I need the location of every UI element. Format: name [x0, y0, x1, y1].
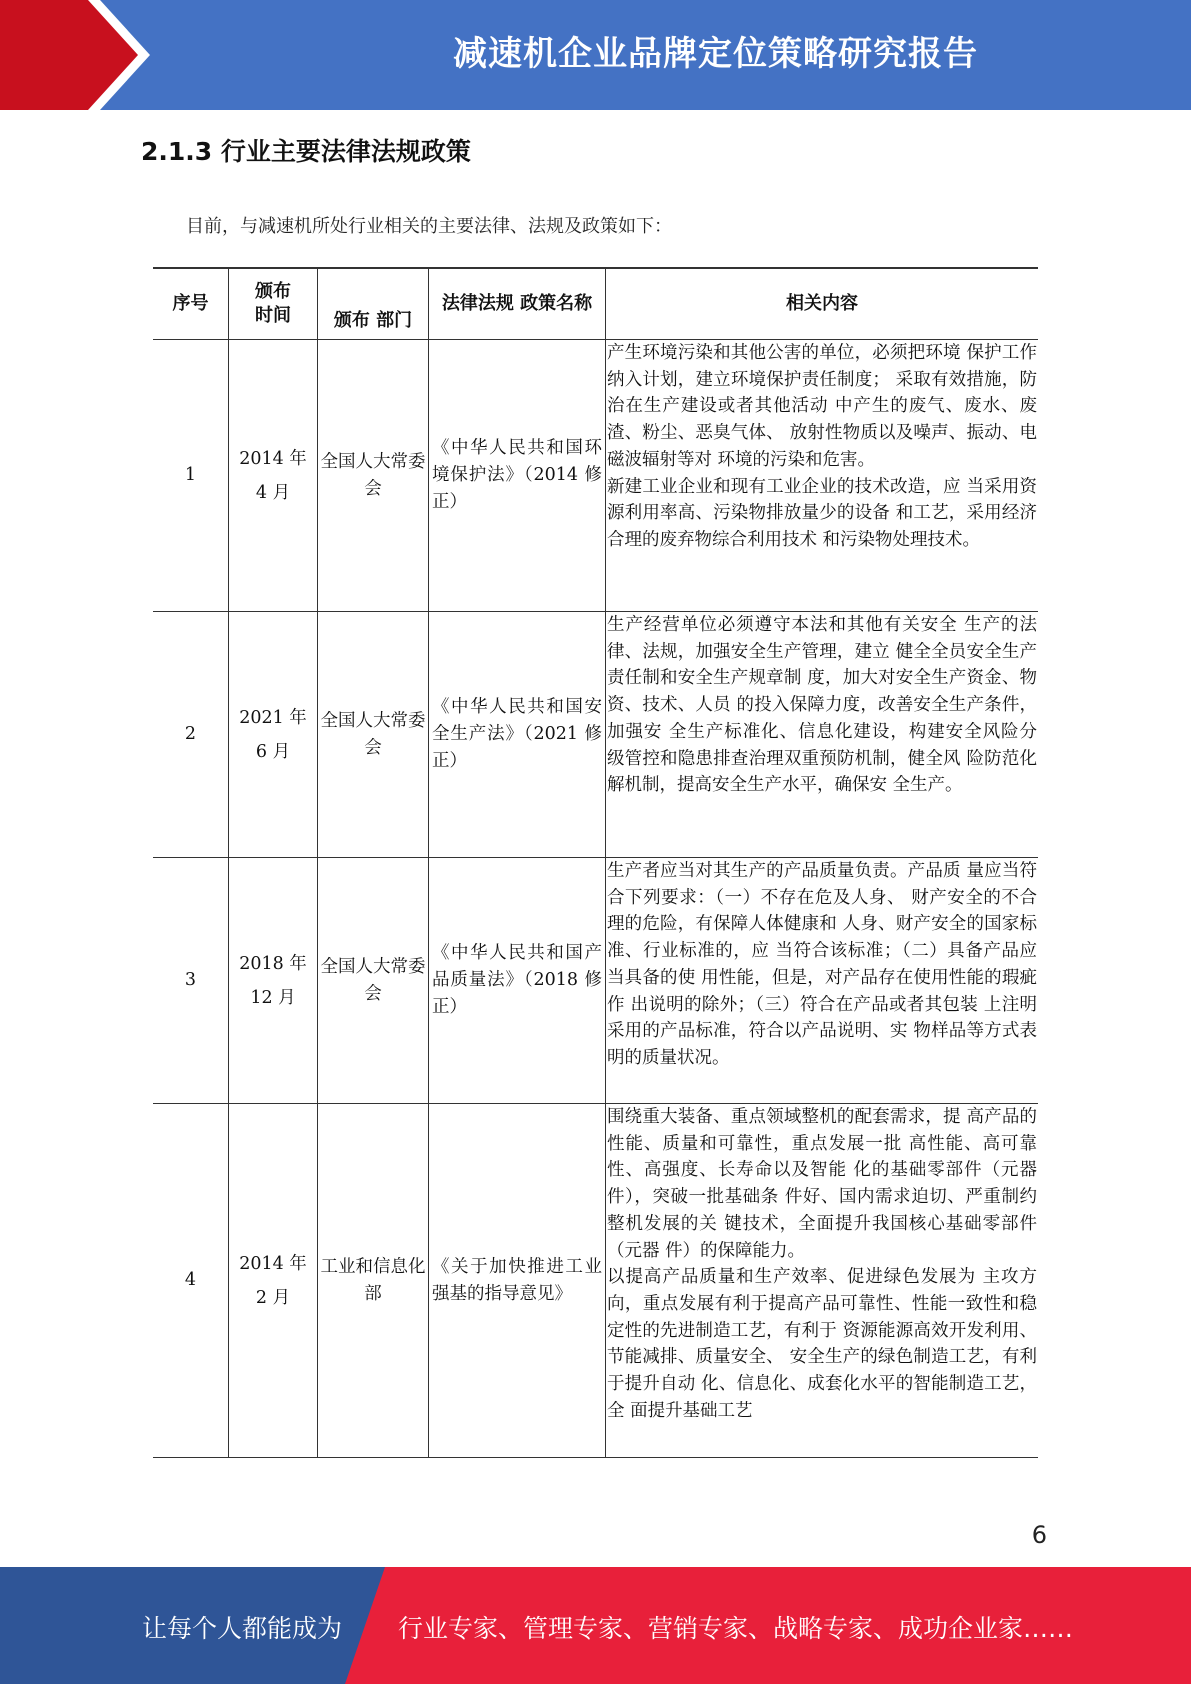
- row-dept: 工业和信息化部: [318, 1104, 429, 1458]
- row-law-name: 《中华人民共和国环境保护法》（2014 修正）: [429, 340, 606, 612]
- header-content: 相关内容: [606, 268, 1039, 340]
- footer-slogan-right: 行业专家、管理专家、营销专家、战略专家、成功企业家……: [398, 1614, 1074, 1643]
- row-content-paragraph: 生产经营单位必须遵守本法和其他有关安全 生产的法律、法规，加强安全生产管理，建立 健全全员安全生产责任制和安全生产规章制 度，加大对安全生产资金、物资、技术、人员 的投入保障力度，改善安全生产条件，加强安 全生产标准化、信息化建设，构建安全风险分 级管控和隐患排查治理双重预防机制，健全风 险防范化解机制，提高安全生产水平，确保安 全生产。: [607, 615, 1037, 796]
- row-date-year: 2021 年: [239, 707, 307, 728]
- header-date: [229, 268, 318, 340]
- header-dept-label: 颁布 部门: [333, 310, 413, 331]
- row-content: [606, 1104, 1039, 1458]
- header-chevron-decoration: [0, 0, 160, 110]
- row-dept: 全国人大常委会: [318, 858, 429, 1104]
- table-row: [153, 612, 1038, 858]
- row-law-name: 《关于加快推进工业强基的指导意见》: [429, 1104, 606, 1458]
- policy-table: [153, 267, 1038, 1458]
- header-date-line1: 颁布: [255, 281, 291, 302]
- table-row: [153, 858, 1038, 1104]
- row-seq: 3: [153, 858, 229, 1104]
- table-header-row: [153, 268, 1038, 340]
- row-date-year: 2014 年: [239, 448, 307, 469]
- page-number: 6: [1031, 1521, 1047, 1549]
- row-law-name: 《中华人民共和国产品质量法》（2018 修正）: [429, 858, 606, 1104]
- row-date-year: 2018 年: [239, 953, 307, 974]
- header-date-line2: 时间: [255, 305, 291, 326]
- header-seq: 序号: [153, 268, 229, 340]
- row-date: [229, 858, 318, 1104]
- section-heading: 2.1.3 行业主要法律法规政策: [141, 137, 471, 166]
- row-dept: 全国人大常委会: [318, 340, 429, 612]
- row-dept: 全国人大常委会: [318, 612, 429, 858]
- row-content: [606, 612, 1039, 858]
- table-row: [153, 1104, 1038, 1458]
- intro-paragraph: 目前，与减速机所处行业相关的主要法律、法规及政策如下：: [186, 216, 672, 237]
- row-content-paragraph: 围绕重大装备、重点领域整机的配套需求，提 高产品的性能、质量和可靠性，重点发展一批 高性能、高可靠性、高强度、长寿命以及智能 化的基础零部件（元器件），突破一批基础条 件好、国内需求迫切、严重制约整机发展的关 键技术，全面提升我国核心基础零部件（元器 件）的保障能力。: [607, 1107, 1037, 1261]
- row-date: [229, 1104, 318, 1458]
- row-date-year: 2014 年: [239, 1253, 307, 1274]
- row-content-paragraph: 产生环境污染和其他公害的单位，必须把环境 保护工作纳入计划，建立环境保护责任制度； 采取有效措施，防治在生产建设或者其他活动 中产生的废气、废水、废渣、粉尘、恶臭气体、 放射性物质以及噪声、振动、电磁波辐射等对 环境的污染和危害。: [607, 343, 1037, 470]
- page-header: [0, 0, 1191, 110]
- row-seq: 1: [153, 340, 229, 612]
- row-content-paragraph: 生产者应当对其生产的产品质量负责。产品质 量应当符合下列要求：（一）不存在危及人身、 财产安全的不合理的危险，有保障人体健康和 人身、财产安全的国家标准、行业标准的，应 当符合该标准；（二）具备产品应当具备的使 用性能，但是，对产品存在使用性能的瑕疵作 出说明的除外；（三）符合在产品或者其包装 上注明采用的产品标准，符合以产品说明、实 物样品等方式表明的质量状况。: [607, 861, 1037, 1068]
- row-seq: 2: [153, 612, 229, 858]
- row-date-month: 2 月: [255, 1287, 291, 1308]
- header-name: 法律法规 政策名称: [429, 268, 606, 340]
- row-content: [606, 340, 1039, 612]
- row-date: [229, 340, 318, 612]
- header-dept: [318, 268, 429, 340]
- row-seq: 4: [153, 1104, 229, 1458]
- row-content: [606, 858, 1039, 1104]
- row-date-month: 6 月: [255, 741, 291, 762]
- table-row: [153, 340, 1038, 612]
- row-content-paragraph: 以提高产品质量和生产效率、促进绿色发展为 主攻方向，重点发展有利于提高产品可靠性、性能一致性和稳定性的先进制造工艺，有利于 资源能源高效开发利用、节能减排、质量安全、 安全生产的绿色制造工艺，有利于提升自动 化、信息化、成套化水平的智能制造工艺，全 面提升基础工艺: [607, 1267, 1037, 1421]
- row-law-name: 《中华人民共和国安全生产法》（2021 修正）: [429, 612, 606, 858]
- footer-slogan-left: 让每个人都能成为: [142, 1614, 343, 1643]
- row-date-month: 12 月: [250, 987, 296, 1008]
- row-content-paragraph: 新建工业企业和现有工业企业的技术改造，应 当采用资源利用率高、污染物排放量少的设备 和工艺，采用经济合理的废弃物综合利用技术 和污染物处理技术。: [607, 476, 1037, 550]
- row-date: [229, 612, 318, 858]
- row-date-month: 4 月: [255, 482, 291, 503]
- report-title: 减速机企业品牌定位策略研究报告: [453, 34, 978, 74]
- page-footer: [0, 1567, 1191, 1684]
